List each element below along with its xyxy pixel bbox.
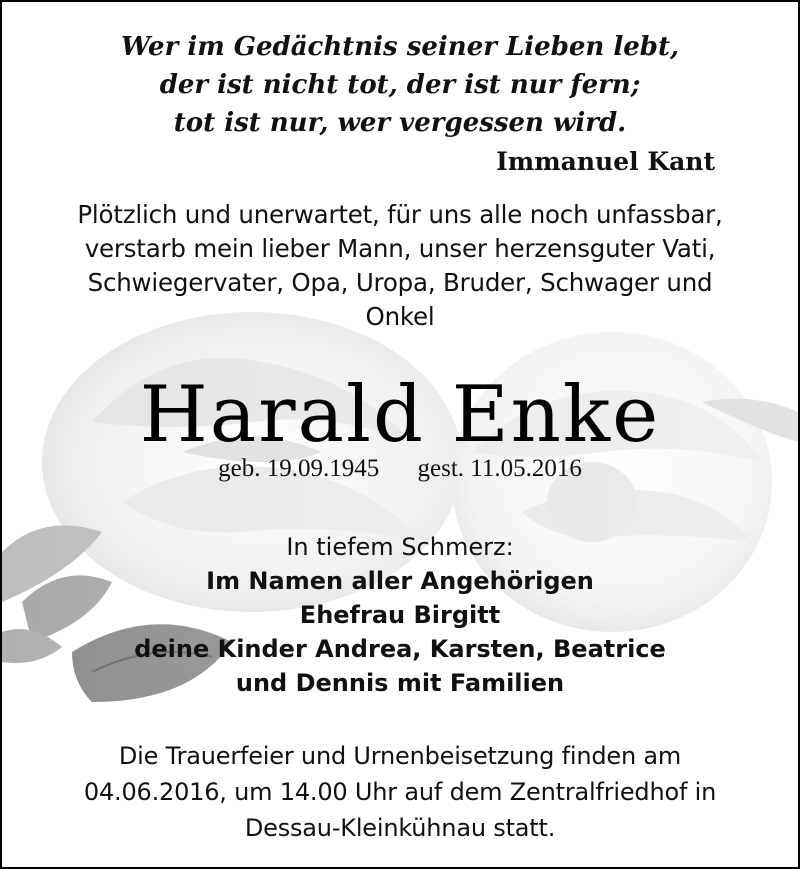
quote-author: Immanuel Kant [496,147,715,176]
mourner-line: Im Namen aller Angehörigen [206,567,594,595]
announcement-line: Plötzlich und unerwartet, für uns alle noch unfassbar, [77,200,723,229]
mourner-line: deine Kinder Andrea, Karsten, Beatrice [134,635,666,663]
life-dates [2,454,798,484]
service-line: 04.06.2016, um 14.00 Uhr auf dem Zentralfriedhof in [83,778,717,806]
service-line: Dessau-Kleinkühnau statt. [244,814,556,842]
funeral-service-info [2,738,798,846]
quote-line: der ist nicht tot, der ist nur fern; [159,70,641,100]
epitaph-quote [2,28,798,142]
announcement-text [2,198,798,334]
quote-line: tot ist nur, wer vergessen wird. [173,108,627,138]
quote-line: Wer im Gedächtnis seiner Lieben lebt, [120,32,680,62]
birth-date: geb. 19.09.1945 [218,455,380,482]
mourners-lead: In tiefem Schmerz: [286,533,514,561]
announcement-line: Schwiegervater, Opa, Uropa, Bruder, Schwager und [87,268,713,297]
death-date: gest. 11.05.2016 [417,455,582,482]
deceased-name: Harald Enke [139,370,661,460]
announcement-line: Onkel [365,302,435,331]
mourner-line: Ehefrau Birgitt [299,601,501,629]
mourner-line: und Dennis mit Familien [235,669,565,697]
service-line: Die Trauerfeier und Urnenbeisetzung finden am [118,742,682,770]
mourners-block [2,530,798,700]
announcement-line: verstarb mein lieber Mann, unser herzensguter Vati, [84,234,716,263]
